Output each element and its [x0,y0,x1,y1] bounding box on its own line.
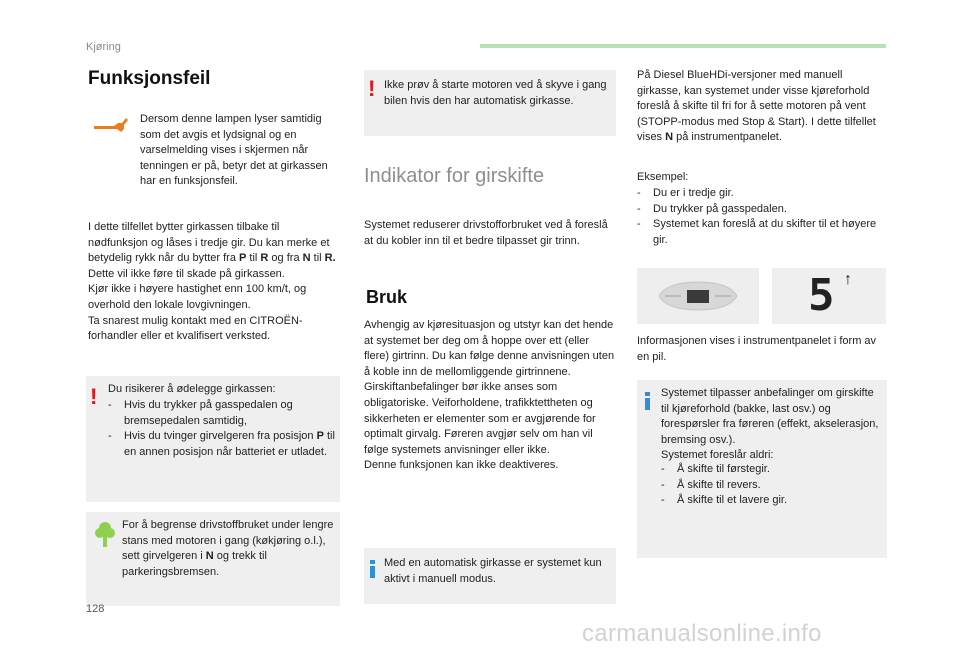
info-system-text: Systemet tilpasser anbefalinger om girskifte til kjøreforhold (bakke, last osv.) og forespørsler fra føreren (effekt, akselerasjon, bremsing osv.). Systemet foreslår aldri: [661,387,879,462]
instrument-panel-icon [637,268,759,324]
page-title: Funksjonsfeil [88,68,211,89]
list-item: - Du er i tredje gir. [637,186,889,202]
header-accent-line [480,44,886,48]
list-item: - Å skifte til førstegir. [661,462,883,478]
example-title: Eksempel: [637,171,689,183]
arrow-up-icon: ↑ [844,271,852,288]
watermark: carmanualsonline.info [582,620,822,647]
section-subtitle: Indikator for girskifte [364,165,545,187]
usage-paragraph: Avhengig av kjøresituasjon og utstyr kan det hende at systemet ber deg om å hoppe over ett (eller flere) girtrinn. Du kan følge denne anvisningen uten å koble inn de mellomliggende girtrinnene. Girskiftanbefalinger bør ikke anses som obligatoriske. Veiforholdene, trafikktettheten og sikkerheten er elementer som er avgjørende for optimalt girvalg. Føreren avgjør selv om han vil følge systemets anvisninger eller ikke. Denne funksjonen kan ikke deaktiveres. [364,319,615,472]
page-number: 128 [86,603,105,615]
list-item: - Du trykker på gasspedalen. [637,202,889,218]
list-item: - Hvis du trykker på gasspedalen og bremsepedalen samtidig, [108,398,340,429]
arrow-info-text: Informasjonen vises i instrumentpanelet i form av en pil. [637,335,877,363]
example-list [637,186,889,248]
warning-title: Du risikerer å ødelegge girkassen: [108,383,276,395]
eco-tip-text: For å begrense drivstoffbruket under lengre stans med motoren i gang (køkjøring o.l.), sett girvelgeren i N og trekk til parkeringsbremsen. [122,519,334,578]
wrench-icon [92,112,130,134]
info-icon [645,392,650,410]
warning-icon: ! [90,384,98,409]
warning-icon: ! [368,76,376,101]
lamp-description: Dersom denne lampen lyser samtidig som det avgis et lydsignal og en varselmelding vises i skjermen når tenningen er på, betyr det at girkassen har en funksjonsfeil. [140,113,328,188]
list-item: - Å skifte til revers. [661,478,883,494]
malfunction-paragraph: I dette tilfellet bytter girkassen tilbake til nødfunksjon og låses i tredje gir. Du kan merke et betydelig rykk når du bytter fra P til R og fra N til R. Dette vil ikke føre til skade på girkassen. Kjør ikke i høyere hastighet enn 100 km/t, og overhold den lokale lovgivningen. Ta snarest mulig kontakt med en CITROËN-forhandler eller et kvalifisert verksted. [88,221,336,343]
instrument-panel-illustration [637,268,759,324]
info-automatic-text: Med en automatisk girkasse er systemet kun aktivt i manuell modus. [384,557,602,585]
usage-title: Bruk [366,287,408,307]
list-item: - Å skifte til et lavere gir. [661,493,883,509]
gear-number: 5 [808,270,835,321]
section-tab: Kjøring [86,41,121,53]
tree-icon [94,520,116,548]
list-item: - Hvis du tvinger girvelgeren fra posisjon P til en annen posisjon når batteriet er utladet. [108,429,340,460]
warning-list [108,398,340,460]
diesel-paragraph: På Diesel BlueHDi-versjoner med manuell girkasse, kan systemet under visse kjøreforhold foreslå å skifte til fri for å sette motoren på vent (STOPP-modus med Stop & Start). I dette tilfellet vises N på instrumentpanelet. [637,69,876,144]
indicator-intro: Systemet reduserer drivstofforbruket ved å foreslå at du kobler inn til et bedre tilpasset gir trinn. [364,219,608,247]
never-suggest-list [661,462,883,509]
warning-push-start-text: Ikke prøv å starte motoren ved å skyve i gang bilen hvis den har automatisk girkasse. [384,79,607,107]
list-item: - Systemet kan foreslå at du skifter til et høyere gir. [637,217,889,248]
gear-indicator-illustration [772,268,886,324]
info-icon [370,560,375,578]
